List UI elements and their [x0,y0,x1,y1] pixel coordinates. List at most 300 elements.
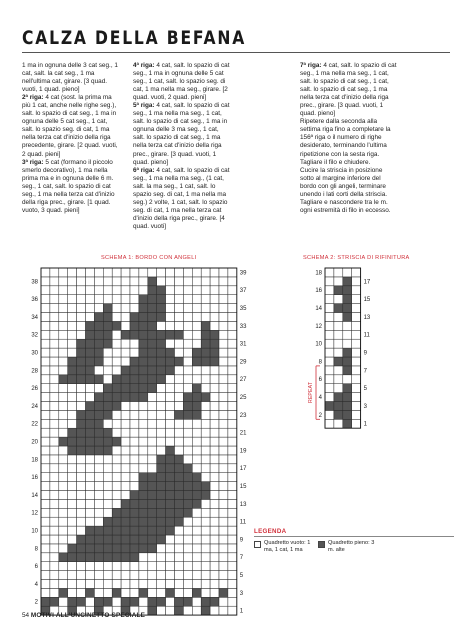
chart-cell-filled [148,473,157,482]
chart-cell-filled [139,535,148,544]
chart-cell-empty [183,348,192,357]
chart-cell-filled [121,375,130,384]
row-number-label: 11 [239,519,247,526]
chart-cell-empty [201,580,210,589]
chart-cell-empty [50,482,59,491]
chart-cell-filled [166,517,175,526]
chart-cell-filled [86,526,95,535]
chart-cell-filled [175,410,184,419]
chart-cell-filled [77,419,86,428]
chart-cell-filled [183,491,192,500]
chart-cell-filled [175,455,184,464]
row-number-label: 22 [31,421,38,428]
chart-cell-empty [325,419,334,428]
chart-cell-filled [192,491,201,500]
chart-cell-filled [175,606,184,615]
chart-cell-empty [210,393,219,402]
chart-cell-filled [192,473,201,482]
chart-cell-empty [166,313,175,322]
chart-cell-empty [210,588,219,597]
chart-cell-empty [183,330,192,339]
chart-cell-empty [201,437,210,446]
chart-cell-empty [103,499,112,508]
chart-cell-filled [139,393,148,402]
chart-cell-empty [94,295,103,304]
chart-cell-empty [352,393,361,402]
chart-cell-empty [77,562,86,571]
chart-cell-empty [228,482,237,491]
chart-cell-empty [175,428,184,437]
chart-cell-empty [175,277,184,286]
chart-cell-empty [175,544,184,553]
chart-cell-empty [41,588,50,597]
chart-cell-empty [130,348,139,357]
chart-cell-empty [41,268,50,277]
chart-cell-empty [41,526,50,535]
chart-cell-filled [121,526,130,535]
chart-cell-empty [228,562,237,571]
chart-cell-empty [157,588,166,597]
chart-cell-empty [86,393,95,402]
row-number-label: 23 [239,412,247,419]
instruction-text: 4 cat, salt. lo spazio di cat seg., 1 ma nella ma seg., (1 cat, salt. la ma seg., 1 cat, salt. lo spazio seg. di cat, 1 ma nella ma seg.) 2 volte, 1 cat, salt. lo spazio seg. di cat, 1 ma nella terza cat d'inizio della riga prec., girare. [4 quad. vuoti] [133,166,230,230]
chart-cell-empty [183,517,192,526]
chart-cell-empty [68,464,77,473]
chart-cell-filled [68,446,77,455]
chart-cell-empty [59,348,68,357]
chart-cell-empty [41,455,50,464]
chart-cell-empty [50,339,59,348]
chart-cell-filled [112,526,121,535]
chart-cell-empty [103,375,112,384]
chart-cell-empty [201,446,210,455]
chart-cell-filled [148,482,157,491]
chart-cell-empty [210,491,219,500]
chart-cell-empty [228,526,237,535]
chart-cell-empty [121,571,130,580]
chart-cell-filled [343,402,352,411]
chart-cell-empty [68,562,77,571]
chart-cell-empty [68,419,77,428]
chart-cell-empty [77,464,86,473]
chart-cell-filled [103,330,112,339]
chart-cell-empty [210,446,219,455]
chart-cell-filled [166,526,175,535]
chart-cell-empty [325,295,334,304]
chart-cell-empty [325,410,334,419]
chart-cell-empty [192,562,201,571]
chart-cell-filled [86,321,95,330]
chart-cell-empty [86,268,95,277]
chart-cell-filled [148,499,157,508]
row-label: 2ª riga: [22,94,44,102]
chart-cell-filled [166,464,175,473]
chart-cell-filled [148,526,157,535]
chart-cell-empty [175,446,184,455]
row-number-label: 1 [363,421,367,428]
chart-cell-empty [139,437,148,446]
chart-cell-empty [228,321,237,330]
chart-cell-filled [201,348,210,357]
chart-cell-filled [166,366,175,375]
chart-cell-filled [192,588,201,597]
chart-cell-filled [121,544,130,553]
chart-cell-empty [219,402,228,411]
chart-cell-empty [175,393,184,402]
chart-cell-empty [121,464,130,473]
chart-cell-empty [139,277,148,286]
chart-cell-empty [50,508,59,517]
chart-cell-filled [175,517,184,526]
chart-cell-empty [228,428,237,437]
chart-cell-empty [59,446,68,455]
chart-cell-empty [219,437,228,446]
chart-cell-empty [201,384,210,393]
chart-cell-empty [130,277,139,286]
chart-cell-empty [121,321,130,330]
chart-cell-filled [166,446,175,455]
chart-cell-filled [103,535,112,544]
chart-cell-empty [50,535,59,544]
chart-cell-empty [175,562,184,571]
row-number-label: 21 [239,430,247,437]
chart-cell-filled [86,446,95,455]
chart-cell-empty [50,321,59,330]
chart-cell-empty [130,402,139,411]
chart-cell-empty [139,446,148,455]
chart-cell-empty [219,517,228,526]
chart-cell-filled [157,330,166,339]
chart-cell-filled [157,313,166,322]
row-label: 7ª riga: [300,62,322,69]
chart-cell-empty [112,482,121,491]
chart-cell-empty [50,357,59,366]
chart-cell-empty [148,268,157,277]
chart-cell-empty [166,544,175,553]
chart-cell-empty [112,410,121,419]
chart-cell-empty [112,286,121,295]
chart-cell-empty [86,286,95,295]
chart-cell-empty [352,330,361,339]
chart-cell-empty [41,348,50,357]
chart-cell-empty [210,304,219,313]
chart-cell-empty [139,410,148,419]
chart-cell-filled [112,535,121,544]
chart-cell-filled [130,384,139,393]
chart-cell-empty [228,544,237,553]
chart-cell-empty [139,268,148,277]
chart-cell-filled [103,384,112,393]
chart-cell-empty [112,304,121,313]
chart-cell-filled [139,357,148,366]
chart-cell-empty [157,606,166,615]
chart-cell-filled [94,526,103,535]
chart-cell-empty [175,535,184,544]
chart-cell-filled [103,526,112,535]
chart-cell-empty [183,535,192,544]
chart-cell-empty [219,339,228,348]
chart-cell-filled [148,277,157,286]
chart-cell-filled [175,499,184,508]
row-number-label: 17 [363,279,371,286]
chart-cell-empty [112,330,121,339]
chart-cell-empty [210,473,219,482]
chart-cell-empty [352,304,361,313]
chart-cell-filled [130,330,139,339]
legend-full-label: Quadretto pieno: 3 m. alte [328,540,375,553]
chart-cell-filled [103,321,112,330]
chart-cell-empty [94,286,103,295]
chart-cell-empty [219,544,228,553]
chart-cell-empty [112,580,121,589]
chart-cell-empty [86,562,95,571]
chart-cell-empty [41,535,50,544]
chart-cell-filled [130,597,139,606]
chart-cell-empty [130,286,139,295]
row-number-label: 18 [31,457,38,464]
chart-cell-empty [86,304,95,313]
chart-cell-filled [121,508,130,517]
chart-cell-filled [148,304,157,313]
chart-cell-filled [148,508,157,517]
chart-cell-empty [334,384,343,393]
chart-cell-filled [157,473,166,482]
chart-cell-empty [77,268,86,277]
chart-cell-filled [148,339,157,348]
chart-cell-empty [130,588,139,597]
chart-cell-filled [139,517,148,526]
chart-cell-empty [183,339,192,348]
chart-cell-empty [50,286,59,295]
chart-cell-filled [112,393,121,402]
chart-cell-empty [86,277,95,286]
chart-cell-filled [103,517,112,526]
chart-cell-empty [41,286,50,295]
chart-cell-empty [352,348,361,357]
chart-cell-empty [228,402,237,411]
chart-cell-filled [86,366,95,375]
chart-cell-empty [219,384,228,393]
chart-cell-empty [68,313,77,322]
row-number-label: 26 [31,386,38,393]
chart-cell-filled [94,330,103,339]
row-number-label: 20 [31,439,38,446]
chart-cell-empty [210,571,219,580]
row-number-label: 18 [315,270,322,277]
chart-cell-filled [103,410,112,419]
chart-cell-empty [334,366,343,375]
chart-cell-empty [86,580,95,589]
chart-cell-empty [50,571,59,580]
row-number-label: 19 [239,448,247,455]
chart-cell-empty [50,330,59,339]
chart-cell-filled [166,330,175,339]
chart-cell-empty [77,571,86,580]
chart-cell-filled [94,393,103,402]
chart-cell-filled [130,553,139,562]
chart-cell-empty [121,473,130,482]
chart-cell-filled [343,304,352,313]
chart-cell-filled [343,410,352,419]
chart-cell-filled [148,535,157,544]
chart-cell-empty [352,419,361,428]
chart-cell-empty [59,491,68,500]
row-number-label: 16 [31,475,38,482]
chart-cell-empty [77,517,86,526]
chart-cell-filled [201,597,210,606]
chart-cell-filled [86,402,95,411]
chart-cell-empty [86,482,95,491]
chart-cell-empty [219,375,228,384]
chart-cell-empty [103,580,112,589]
row-number-label: 37 [239,288,247,295]
chart-cell-filled [77,597,86,606]
chart-cell-empty [94,580,103,589]
chart-cell-empty [41,473,50,482]
chart-cell-empty [228,384,237,393]
chart-cell-empty [210,482,219,491]
chart-cell-empty [121,295,130,304]
chart-cell-empty [201,410,210,419]
chart-cell-filled [201,330,210,339]
chart-cell-empty [183,321,192,330]
chart-cell-filled [148,375,157,384]
chart-cell-filled [103,304,112,313]
chart-cell-empty [325,384,334,393]
chart-cell-filled [94,535,103,544]
chart-cell-empty [77,482,86,491]
chart-cell-filled [139,473,148,482]
chart-cell-empty [325,357,334,366]
chart-cell-empty [59,482,68,491]
row-number-label: 32 [31,332,38,339]
row-number-label: 8 [318,359,322,366]
chart-cell-empty [219,535,228,544]
row-number-label: 9 [363,350,367,357]
chart-cell-empty [210,517,219,526]
chart-cell-empty [157,553,166,562]
chart-cell-empty [334,321,343,330]
chart-cell-empty [334,313,343,322]
chart-cell-empty [68,535,77,544]
chart-cell-empty [175,304,184,313]
chart-cell-empty [201,553,210,562]
chart-cell-empty [157,393,166,402]
chart-cell-empty [121,580,130,589]
chart-cell-filled [86,348,95,357]
row-number-label: 10 [315,341,322,348]
chart-cell-empty [192,544,201,553]
chart-cell-empty [166,321,175,330]
chart-cell-empty [103,482,112,491]
chart-cell-empty [50,580,59,589]
chart-cell-empty [77,330,86,339]
chart-cell-empty [157,419,166,428]
chart-cell-empty [157,580,166,589]
chart-cell-empty [130,455,139,464]
chart-cell-empty [59,304,68,313]
chart-cell-filled [183,402,192,411]
chart-cell-empty [210,366,219,375]
instruction-text: 4 cat (sost. la prima ma più 1 cat, anche nelle righe seg.), salt. lo spazio di cat seg., 1 ma in ognuna delle 5 cat seg., 1 cat, salt. lo spazio seg. di cat, 1 ma nella terza cat d'inizio della riga precedente, girare. [2 quad. vuoti, 2 quad. pieni] [22,94,118,158]
row-label: 3ª riga: [22,158,44,166]
chart-cell-empty [103,491,112,500]
chart-cell-empty [228,606,237,615]
chart-cell-empty [121,339,130,348]
chart-cell-empty [352,313,361,322]
chart-cell-empty [148,553,157,562]
chart-cell-filled [86,588,95,597]
chart-cell-empty [148,428,157,437]
chart-cell-empty [219,562,228,571]
row-number-label: 13 [363,314,371,321]
chart-cell-filled [121,393,130,402]
chart-cell-empty [192,580,201,589]
chart-cell-filled [121,499,130,508]
chart-cell-empty [41,580,50,589]
chart-cell-empty [41,393,50,402]
chart-cell-filled [86,357,95,366]
chart-cell-empty [103,348,112,357]
chart-cell-empty [68,410,77,419]
chart-cell-filled [157,339,166,348]
chart-cell-empty [201,375,210,384]
chart-cell-filled [343,419,352,428]
chart-cell-filled [183,410,192,419]
chart-cell-filled [343,384,352,393]
chart-cell-filled [148,286,157,295]
chart-cell-empty [166,553,175,562]
chart-cell-filled [157,597,166,606]
chart-cell-empty [175,348,184,357]
chart-cell-empty [41,464,50,473]
chart-cell-filled [94,446,103,455]
chart-cell-empty [59,455,68,464]
chart-cell-filled [183,393,192,402]
chart-cell-empty [157,277,166,286]
chart-cell-empty [352,402,361,411]
chart-cell-empty [41,499,50,508]
instruction-text: Cucire la striscia in posizione sotto al margine inferiore del bordo con gli angeli, terminare unendo i lati corti della striscia. Tagliare e nascondere tra le m. ogni estremità di filo in eccesso. [300,166,391,214]
chart-cell-empty [77,295,86,304]
chart-cell-empty [41,446,50,455]
chart-cell-filled [86,410,95,419]
chart-cell-empty [201,419,210,428]
chart-cell-empty [86,464,95,473]
chart-cell-filled [148,366,157,375]
chart-cell-empty [192,419,201,428]
chart-cell-empty [148,446,157,455]
chart-cell-empty [59,562,68,571]
chart-cell-empty [210,553,219,562]
chart-cell-empty [325,366,334,375]
chart-cell-empty [94,517,103,526]
chart-cell-filled [139,491,148,500]
chart-cell-empty [219,553,228,562]
chart-cell-empty [210,464,219,473]
chart-cell-empty [68,384,77,393]
chart-cell-empty [228,375,237,384]
row-label: 5ª riga: [133,102,155,110]
chart-cell-filled [77,553,86,562]
chart-cell-empty [59,321,68,330]
chart-cell-empty [41,339,50,348]
instruction-text: 4 cat, salt. lo spazio di cat seg., 1 ma in ognuna delle 5 cat seg., 1 cat, salt. lo spazio seg. di cat, 1 ma nella ma seg., girare. [2 quad. vuoti, 2 quad. pieni] [133,62,230,102]
chart-cell-empty [219,482,228,491]
chart-cell-empty [157,437,166,446]
chart-cell-filled [166,588,175,597]
page-footer [22,612,145,619]
